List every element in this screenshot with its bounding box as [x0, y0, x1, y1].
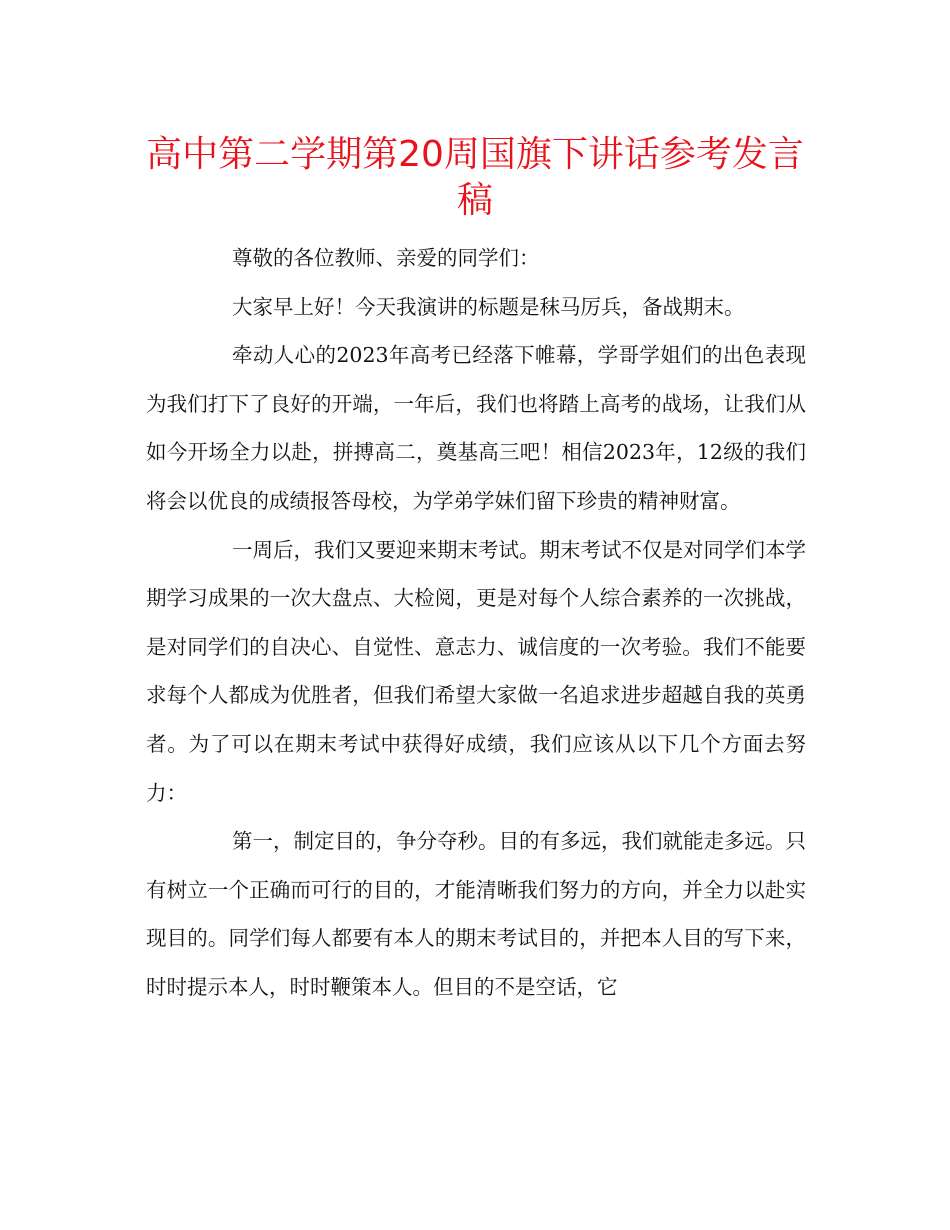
paragraph-salutation: 尊敬的各位教师、亲爱的同学们：: [232, 246, 540, 270]
paragraph-first-point: 第一，制定目的，争分夺秒。目的有多远，我们就能走多远。只有树立一个正确而可行的目的，才能清晰我们努力的方向，并全力以赴实现目的。同学们每人都要有本人的期末考试目的，并把本人目的写下来，时时提示本人，时时鞭策本人。但目的不是空话，它: [146, 829, 806, 999]
document-body: [146, 234, 806, 1012]
paragraph-gaokao: 牵动人心的2023年高考已经落下帷幕，学哥学姐们的出色表现为我们打下了良好的开端，一年后，我们也将踏上高考的战场，让我们从如今开场全力以赴，拼搏高二，奠基高三吧！相信2023年，12级的我们将会以优良的成绩报答母校，为学弟学妹们留下珍贵的精神财富。: [146, 343, 806, 513]
paragraph-greeting: 大家早上好！今天我演讲的标题是秣马厉兵，备战期末。: [232, 294, 745, 319]
document-title: 高中第二学期第20周国旗下讲话参考发言稿: [146, 134, 804, 221]
paragraph-final-exam: 一周后，我们又要迎来期末考试。期末考试不仅是对同学们本学期学习成果的一次大盘点、大检阅，更是对每个人综合素养的一次挑战，是对同学们的自决心、自觉性、意志力、诚信度的一次考验。我们不能要求每个人都成为优胜者，但我们希望大家做一名追求进步超越自我的英勇者。为了可以在期末考试中获得好成绩，我们应该从以下几个方面去努力：: [146, 537, 806, 805]
